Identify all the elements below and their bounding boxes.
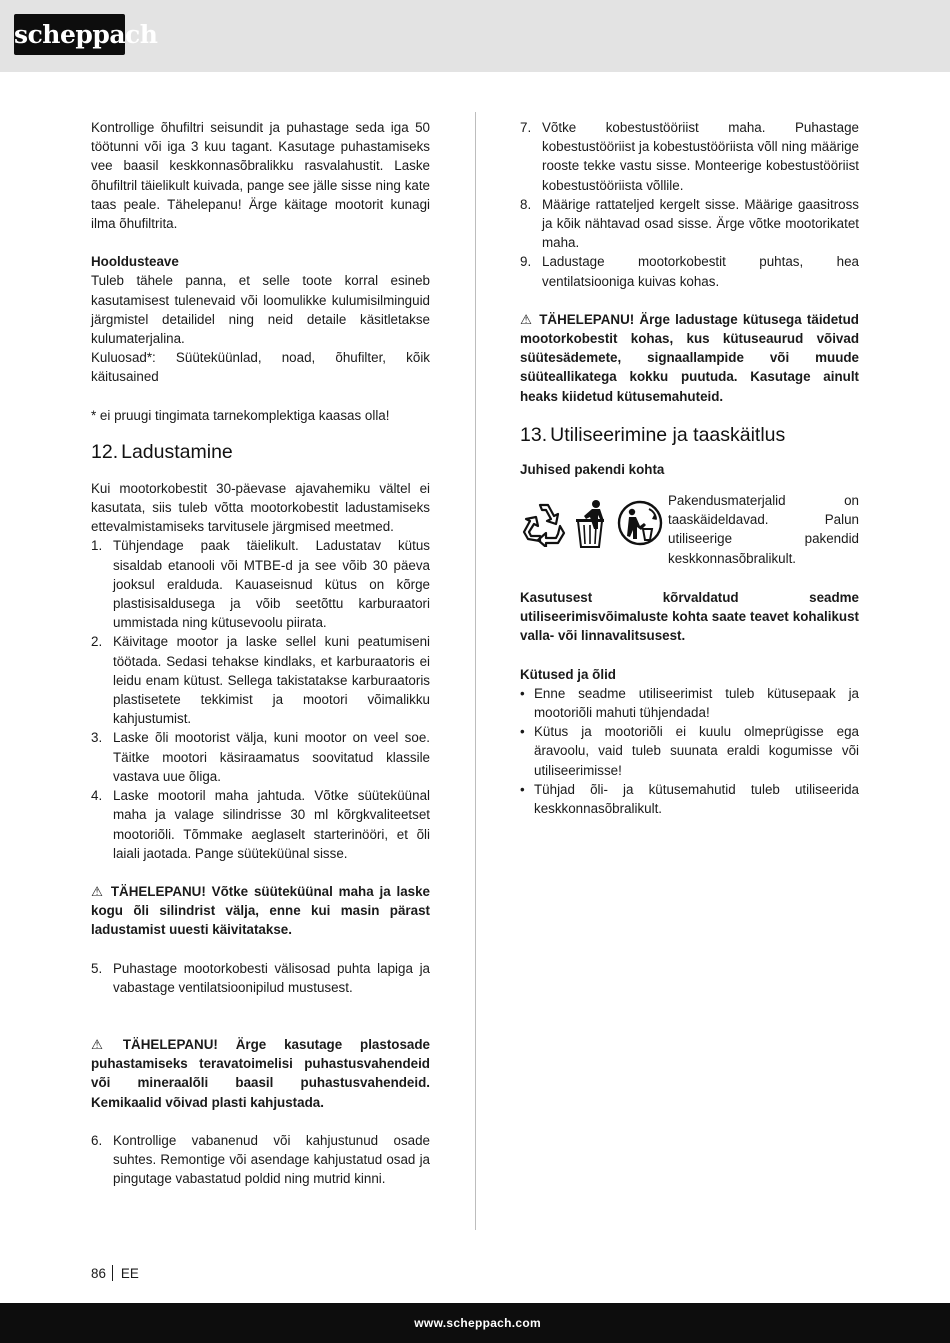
list-item <box>91 632 430 728</box>
disposal-icons <box>520 499 666 549</box>
list-item <box>91 536 430 632</box>
section-13-title: Utiliseerimine ja taaskäitlus <box>550 423 786 446</box>
service-heading: Hooldusteave <box>91 254 179 270</box>
air-filter-paragraph: Kontrollige õhufiltri seisundit ja puhastage seda iga 50 töötunni või iga 3 kuu tagant. Kasutage puhastamiseks vee baasil keskkonnasõbralikku rasvalahustit. Laske õhufiltril täielikult kuivada, pange see jälle sisse ning kate taas peale. Tähelepanu! Ärge käitage mootorit kunagi ilma õhufiltrita. <box>91 120 430 232</box>
warning-spark-plug <box>91 882 430 940</box>
warning-triangle-icon: ⚠ <box>91 1036 104 1052</box>
fuels-list <box>520 684 859 818</box>
tidy-man-icon <box>616 499 664 547</box>
trash-bin-icon <box>572 499 612 549</box>
website-link[interactable]: www.scheppach.com <box>414 1316 541 1330</box>
section-13-heading <box>520 422 859 448</box>
list-number: 1. <box>91 538 103 554</box>
column-divider <box>475 112 476 1230</box>
section-12-number: 12. <box>91 440 119 463</box>
list-item <box>520 780 859 818</box>
page-number: 86 <box>91 1266 106 1281</box>
wear-parts-text: Kuluosad*: Süüteküünlad, noad, õhufilter, kõik käitusained <box>91 350 430 385</box>
warning-text: TÄHELEPANU! Võtke süüteküünal maha ja laske kogu õli silindrist välja, enne kui masin pärast ladustamist uuesti käivitatakse. <box>91 883 430 938</box>
section-12-heading <box>91 439 430 465</box>
list-number: 4. <box>91 788 103 804</box>
packaging-text: Pakendusmaterjalid on taaskäideldavad. Palun utiliseerige pakendid keskkonnasõbralikult. <box>668 493 859 566</box>
warning-text: TÄHELEPANU! Ärge kasutage plastosade puhastamiseks teravatoimelisi puhastusvahendeid või mineraalõli baasil puhastusvahendeid. Kemikaalid võivad plasti kahjustada. <box>91 1036 430 1110</box>
list-number: 5. <box>91 960 103 976</box>
separator <box>112 1265 113 1281</box>
disposal-info: Kasutusest kõrvaldatud seadme utiliseerimisvõimaluste kohta saate teavet kohalikust valla- või linnavalitsusest. <box>520 590 859 644</box>
right-column <box>520 118 859 818</box>
packaging-heading: Juhised pakendi kohta <box>520 461 665 477</box>
list-item <box>91 786 430 863</box>
list-item <box>520 195 859 253</box>
warning-triangle-icon: ⚠ <box>91 883 104 899</box>
warning-triangle-icon: ⚠ <box>520 311 533 327</box>
warning-fuel-storage <box>520 310 859 406</box>
list-text: Käivitage mootor ja laske sellel kuni peatumiseni töötada. Sedasi tehakse kindlaks, et karburaatoris ei leidu enam kütust. Sellega takistatakse karburaatoris plastisetete tekkimist ja mootori võimalikku kahjustumist. <box>113 634 430 727</box>
list-text: Tühjad õli- ja kütusemahutid tuleb utiliseerida keskkonnasõbralikult. <box>534 781 859 817</box>
recycle-icon <box>520 499 568 547</box>
list-text: Määrige rattateljed kergelt sisse. Määrige gaasitross ja kõik nähtavad osad sisse. Ärge võtke mootorikatet maha. <box>542 196 859 251</box>
bullet: • <box>520 685 525 701</box>
list-item <box>520 118 859 195</box>
list-item <box>520 684 859 722</box>
list-number: 3. <box>91 730 103 746</box>
warning-text: TÄHELEPANU! Ärge ladustage kütusega täidetud mootorkobestit kohas, kus kütuseaurud võivad süütesädemete, signaallampide või muude süüteallikatega kokku puutuda. Kasutage ainult heaks kiidetud kütusemahuteid. <box>520 311 859 404</box>
bullet: • <box>520 781 525 797</box>
list-text: Kütus ja mootoriõli ei kuulu olmeprügisse ega äravoolu, vaid tuleb suunata eraldi kogumisse või utiliseerimisse! <box>534 724 859 778</box>
list-item <box>91 959 430 997</box>
list-text: Laske mootoril maha jahtuda. Võtke süüteküünal maha ja valage silindrisse 30 ml kõrgkvaliteetset mootoriõli. Tõmmake aeglaselt starterinööri, et õli laiali jaotada. Pange süüteküünal sisse. <box>113 788 430 861</box>
bullet: • <box>520 724 525 740</box>
list-item <box>91 728 430 786</box>
list-number: 8. <box>520 196 532 212</box>
list-text: Tühjendage paak täielikult. Ladustatav kütus sisaldab etanooli või MTBE-d ja see võib 30 päeva jooksul eralduda. Kauaseisnud kütus on kõrge plastisisaldusega ja võib seetõttu karburaatori ummistada ning kütusevoolu piirata. <box>113 538 430 631</box>
section-12-title: Ladustamine <box>121 440 233 463</box>
list-text: Enne seadme utiliseerimist tuleb kütusepaak ja mootoriõli mahuti tühjendada! <box>534 685 859 721</box>
list-number: 6. <box>91 1132 103 1148</box>
section-13-number: 13. <box>520 423 548 446</box>
brand-logo: scheppach <box>14 14 125 55</box>
service-text: Tuleb tähele panna, et selle toote korral esineb kasutamisest tulenevaid või loomulikke kulumisilminguid järgmistel detailidel ning neid detaile käsitletakse kulumaterjalina. <box>91 273 430 347</box>
left-column <box>91 118 430 1188</box>
storage-steps-list-continued <box>520 118 859 291</box>
warning-plastic-cleaning <box>91 1035 430 1112</box>
list-text: Kontrollige vabanenud või kahjustunud osade suhtes. Remontige või asendage kahjustatud osad ja pingutage vabastatud poldid ning mutrid kinni. <box>113 1132 430 1187</box>
list-text: Puhastage mootorkobesti välisosad puhta lapiga ja vabastage ventilatsioonipilud mustusest. <box>113 960 430 995</box>
packaging-info <box>520 491 859 588</box>
page-footer <box>0 1303 950 1343</box>
list-text: Võtke kobestustööriist maha. Puhastage kobestustööriist ja kobestustööriista võll ning määrige rooste tekke vastu sisse. Monteerige kobestustööriist kobestustööriista võllile. <box>542 120 859 193</box>
list-text: Laske õli mootorist välja, kuni mootor on veel soe. Täitke mootori käsiraamatus soovitatud klassile vastava uue õliga. <box>113 730 430 784</box>
storage-steps-list <box>91 536 430 862</box>
footnote-text: * ei pruugi tingimata tarnekomplektiga kaasas olla! <box>91 407 390 423</box>
list-text: Ladustage mootorkobestit puhtas, hea ventilatsiooniga kuivas kohas. <box>542 254 859 289</box>
fuels-heading: Kütused ja õlid <box>520 666 616 682</box>
list-number: 2. <box>91 634 103 650</box>
list-item <box>91 1131 430 1189</box>
storage-intro: Kui mootorkobestit 30-päevase ajavahemiku vältel ei kasutata, siis tuleb võtta mootorkobestit ladustamiseks ettevalmistamiseks tarvitusele järgmised meetmed. <box>91 480 430 535</box>
language-code: EE <box>120 1266 139 1281</box>
list-number: 9. <box>520 254 532 270</box>
list-number: 7. <box>520 120 532 135</box>
list-item <box>520 252 859 290</box>
list-item <box>520 722 859 780</box>
page-header <box>0 0 950 72</box>
page-info <box>91 1264 139 1283</box>
